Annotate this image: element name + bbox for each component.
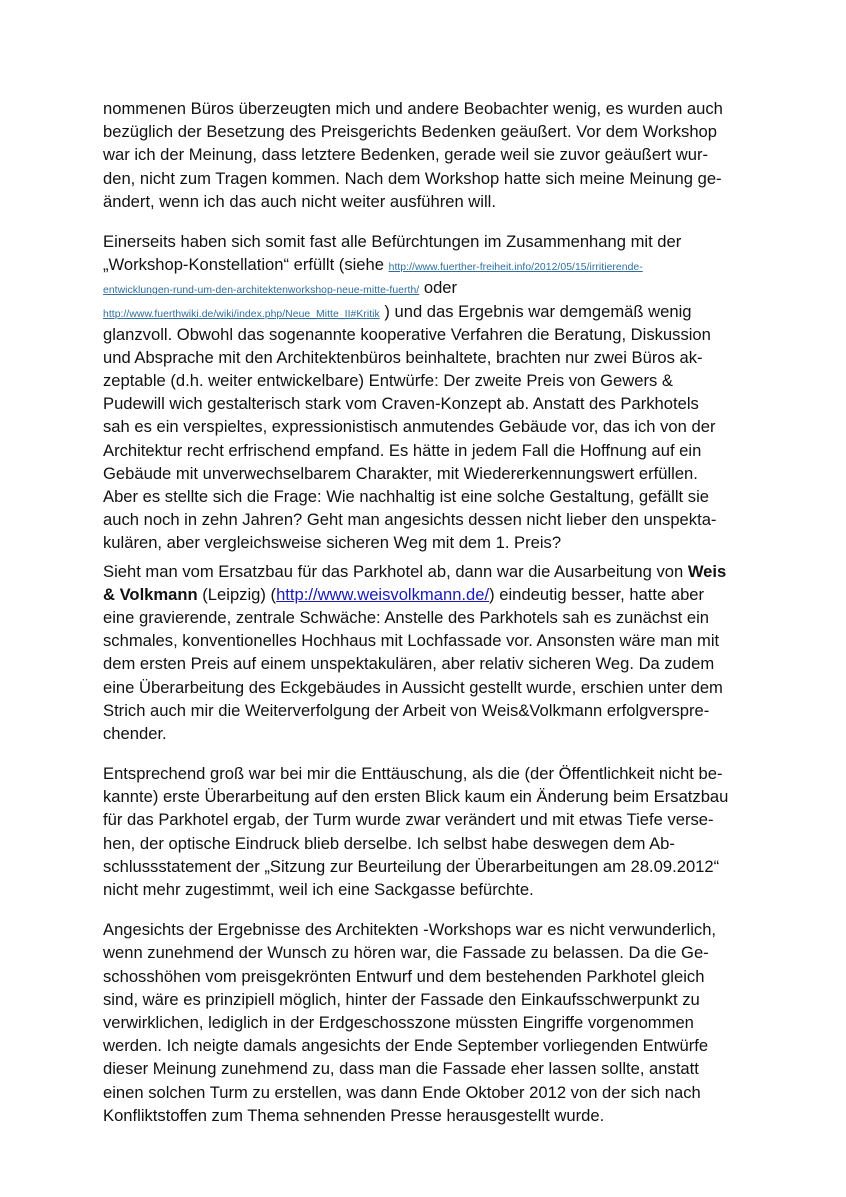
- text-segment: ) und das Ergebnis war demgemäß wenig: [379, 301, 692, 321]
- text-line: dieser Meinung zunehmend zu, dass man die Fassade eher lassen sollte, anstatt: [103, 1059, 699, 1079]
- document-page: [103, 97, 753, 1127]
- text-line: Angesichts der Ergebnisse des Architekten -Workshops war es nicht verwunderlich,: [103, 920, 717, 940]
- paragraph-4: [103, 762, 753, 901]
- text-line: Einerseits haben sich somit fast alle Befürchtungen im Zusammenhang mit der: [103, 231, 682, 251]
- text-line: einen solchen Turm zu erstellen, was dann Ende Oktober 2012 von der sich nach: [103, 1082, 701, 1102]
- text-segment: (Leipzig) (: [197, 584, 277, 604]
- text-line: werden. Ich neigte damals angesichts der Ende September vorliegenden Entwürfe: [103, 1036, 709, 1056]
- text-line: Entsprechend groß war bei mir die Enttäuschung, als die (der Öffentlichkeit nicht be-: [103, 764, 723, 784]
- text-line: kulären, aber vergleichsweise sicheren Weg mit dem 1. Preis?: [103, 533, 562, 553]
- fuerther-freiheit-link[interactable]: http://www.fuerther-freiheit.info/2012/05/15/irritierende-: [388, 262, 643, 274]
- paragraph-spacer: [103, 901, 753, 918]
- paragraph-3: [103, 560, 753, 746]
- text-line: [103, 276, 753, 299]
- text-segment: ) eindeutig besser, hatte aber: [489, 584, 705, 604]
- text-line: eine Überarbeitung des Eckgebäudes in Aussicht gestellt wurde, erschien unter dem: [103, 677, 723, 697]
- text-line: sah es ein verspieltes, expressionistisch anmutendes Gebäude vor, das ich von der: [103, 417, 716, 437]
- text-line: schosshöhen vom preisgekrönten Entwurf und dem bestehenden Parkhotel gleich: [103, 966, 705, 986]
- text-line: Pudewill wich gestalterisch stark vom Craven-Konzept ab. Anstatt des Parkhotels: [103, 394, 699, 414]
- text-line: [103, 253, 753, 276]
- paragraph-1: [103, 97, 753, 213]
- text-line: auch noch in zehn Jahren? Geht man angesichts dessen nicht lieber den unspekta-: [103, 510, 717, 530]
- text-line: eine gravierende, zentrale Schwäche: Anstelle des Parkhotels sah es zunächst ein: [103, 607, 710, 627]
- text-segment: Sieht man vom Ersatzbau für das Parkhotel ab, dann war die Ausarbeitung von: [103, 561, 688, 581]
- text-line: [103, 300, 753, 323]
- fuerthwiki-link[interactable]: http://www.fuerthwiki.de/wiki/index.php/Neue_Mitte_II#Kritik: [103, 308, 380, 320]
- text-segment: „Workshop-Konstellation“ erfüllt (siehe: [103, 255, 389, 275]
- fuerther-freiheit-link-continued[interactable]: entwicklungen-rund-um-den-architektenworkshop-neue-mitte-fuerth/: [103, 285, 420, 297]
- text-line: ändert, wenn ich das auch nicht weiter ausführen will.: [103, 191, 496, 211]
- architect-name-bold: & Volkmann: [103, 584, 198, 604]
- text-line: nommenen Büros überzeugten mich und andere Beobachter wenig, es wurden auch: [103, 99, 723, 118]
- text-line: [103, 560, 753, 583]
- text-line: verwirklichen, lediglich in der Erdgeschosszone müssten Eingriffe vorgenommen: [103, 1012, 694, 1032]
- text-line: schmales, konventionelles Hochhaus mit Lochfassade vor. Ansonsten wäre man mit: [103, 631, 720, 651]
- text-line: kannte) erste Überarbeitung auf den ersten Blick kaum ein Änderung beim Ersatzbau: [103, 787, 729, 807]
- text-line: schlussstatement der „Sitzung zur Beurteilung der Überarbeitungen am 28.09.2012“: [103, 856, 720, 876]
- text-line: bezüglich der Besetzung des Preisgerichts Bedenken geäußert. Vor dem Workshop: [103, 122, 718, 142]
- text-line: und Absprache mit den Architektenbüros beinhaltete, brachten nur zwei Büros ak-: [103, 347, 703, 367]
- text-line: hen, der optische Eindruck blieb derselbe. Ich selbst habe deswegen dem Ab-: [103, 833, 675, 853]
- weisvolkmann-link[interactable]: http://www.weisvolkmann.de/: [276, 584, 490, 604]
- text-line: nicht mehr zugestimmt, weil ich eine Sackgasse befürchte.: [103, 880, 534, 899]
- architect-name-bold: Weis: [687, 561, 727, 581]
- paragraph-spacer: [103, 213, 753, 230]
- paragraph-5: [103, 918, 753, 1127]
- text-line: wenn zunehmend der Wunsch zu hören war, die Fassade zu belassen. Da die Ge-: [103, 943, 709, 963]
- text-line: war ich der Meinung, dass letztere Bedenken, gerade weil sie zuvor geäußert wur-: [103, 145, 709, 165]
- text-line: chender.: [103, 723, 167, 743]
- paragraph-2: [103, 230, 753, 555]
- text-line: dem ersten Preis auf einem unspektakulären, aber relativ sicheren Weg. Da zudem: [103, 654, 715, 674]
- text-line: [103, 583, 753, 606]
- text-line: sind, wäre es prinzipiell möglich, hinter der Fassade den Einkaufsschwerpunkt zu: [103, 989, 700, 1009]
- text-line: für das Parkhotel ergab, der Turm wurde zwar verändert und mit etwas Tiefe verse-: [103, 810, 714, 830]
- text-line: den, nicht zum Tragen kommen. Nach dem Workshop hatte sich meine Meinung ge-: [103, 168, 722, 188]
- text-segment: oder: [419, 278, 458, 298]
- text-line: Gebäude mit unverwechselbarem Charakter, mit Wiedererkennungswert erfüllen.: [103, 463, 698, 483]
- text-line: Konfliktstoffen zum Thema sehnenden Presse herausgestellt wurde.: [103, 1105, 605, 1125]
- text-line: glanzvoll. Obwohl das sogenannte kooperative Verfahren die Beratung, Diskussion: [103, 324, 711, 344]
- text-line: Strich auch mir die Weiterverfolgung der Arbeit von Weis&Volkmann erfolgverspre-: [103, 700, 710, 720]
- text-line: Architektur recht erfrischend empfand. Es hätte in jedem Fall die Hoffnung auf ein: [103, 440, 702, 460]
- text-line: Aber es stellte sich die Frage: Wie nachhaltig ist eine solche Gestaltung, gefällt sie: [103, 487, 709, 506]
- paragraph-spacer: [103, 745, 753, 762]
- text-line: zeptable (d.h. weiter entwickelbare) Entwürfe: Der zweite Preis von Gewers &: [103, 371, 673, 391]
